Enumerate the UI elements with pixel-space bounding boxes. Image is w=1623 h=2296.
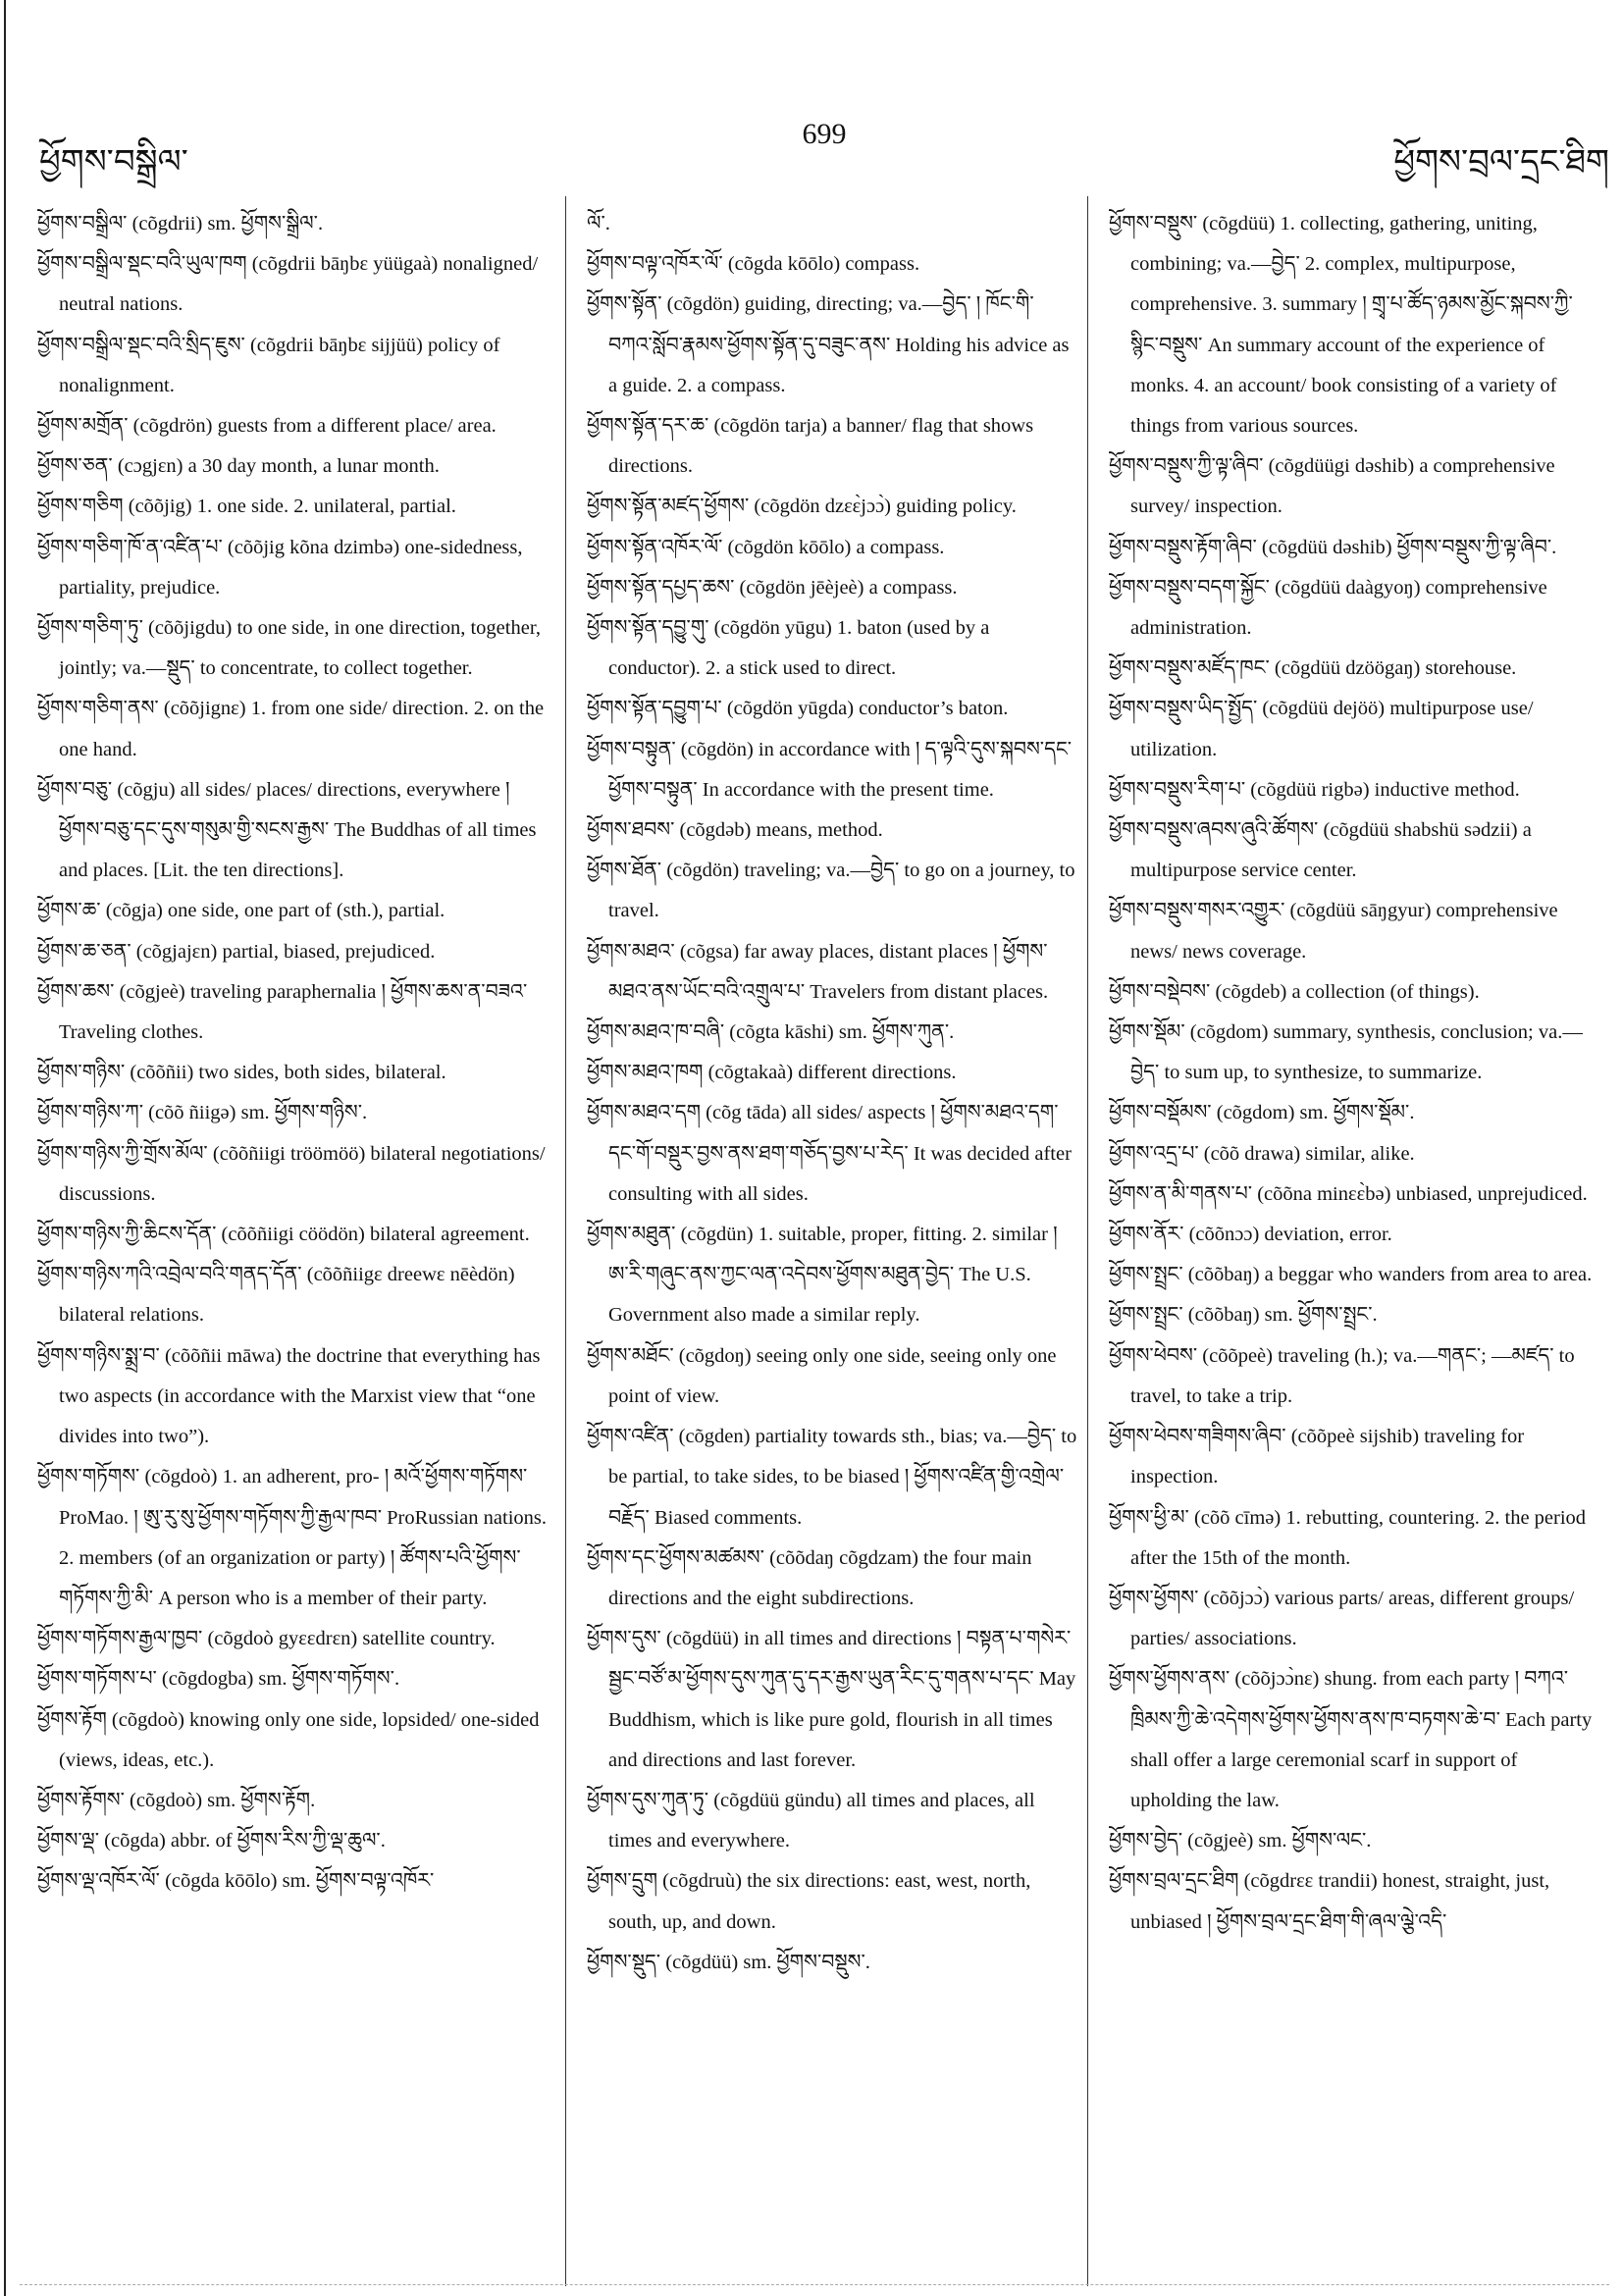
- dictionary-entry: ཕྱོགས་བསྡུས་རྟོག་ཞིབ་ (cõgdüü dəshib) ཕྱོགས་བསྡུས་ཀྱི་ལྟ་ཞིབ་.: [1109, 536, 1557, 558]
- dictionary-entry: ཕྱོགས་དུས་ཀུན་ཏུ་ (cõgdüü gündu) all times and places, all times and everywhere.: [587, 1789, 1035, 1852]
- dictionary-entry: ཕྱོགས་དུས་ (cõgdüü) in all times and directions ། བསྟན་པ་གསེར་སྦྱང་བཙོ་མ་ཕྱོགས་དུས་ཀུན་དུ་དར་རྒྱས་ཡུན་རིང་དུ་གནས་པ་དང་ May Buddhism, which is like pure gold, flourish in all times and directions and last forever.: [587, 1628, 1076, 1771]
- dictionary-entry: ཕྱོགས་གཏོགས་ (cõgdoò) 1. an adherent, pro- ། མའོ་ཕྱོགས་གཏོགས་ ProMao. ། ཨུ་རུ་སུ་ཕྱོགས་གཏོགས་ཀྱི་རྒྱལ་ཁབ་ ProRussian nations. 2. members (of an organization or party) ། ཚོགས་པའི་ཕྱོགས་གཏོགས་ཀྱི་མི་ A person who is a member of their party.: [37, 1466, 548, 1609]
- dictionary-entry: ཕྱོགས་འཛིན་ (cõgden) partiality towards sth., bias; va.—བྱེད་ to be partial, to take sides, to be biased ། ཕྱོགས་འཛིན་གྱི་འགྲེལ་བརྗོད་ Biased comments.: [587, 1426, 1077, 1529]
- dictionary-entry: ཕྱོགས་གཉིས་ཀའི་འབྲེལ་བའི་གནད་དོན་ (cõõñiigɛ dreewɛ nēèdön) bilateral relations.: [37, 1264, 515, 1327]
- dictionary-entry: ཕྱོགས་ཆ་ཅན་ (cõgjajɛn) partial, biased, prejudiced.: [37, 940, 436, 963]
- dictionary-column-3: [1109, 204, 1599, 2274]
- dictionary-entry: ཕྱོགས་མཐའ་ཁ་བཞི་ (cõgta kāshi) sm. ཕྱོགས་ཀུན་.: [587, 1021, 955, 1044]
- dictionary-entry: ཕྱོགས་བསྡུས་བདག་སྐྱོང་ (cõgdüü daàgyoŋ) comprehensive administration.: [1109, 576, 1547, 640]
- column-divider-1: [565, 196, 566, 2286]
- dictionary-entry: ཕྱོགས་སྡུད་ (cõgdüü) sm. ཕྱོགས་བསྡུས་.: [587, 1951, 870, 1973]
- dictionary-entry: ཕྱོགས་མཐོང་ (cõgdoŋ) seeing only one side, seeing only one point of view.: [587, 1344, 1057, 1407]
- dictionary-entry: ཕྱོགས་བསྒྲིལ་ (cõgdrii) sm. ཕྱོགས་སྒྲིལ་.: [37, 213, 324, 235]
- dictionary-entry: ཕྱོགས་ཐོན་ (cõgdön) traveling; va.—བྱེད་ to go on a journey, to travel.: [587, 860, 1075, 922]
- dictionary-entry: ཕྱོགས་ལྡ་འཁོར་ལོ་ (cõgda kōōlo) sm. ཕྱོགས་བལྟ་འཁོར་: [37, 1870, 435, 1893]
- page-number: 699: [802, 118, 847, 150]
- dictionary-entry: ཕྱོགས་སྤྲང་ (cõõbaŋ) sm. ཕྱོགས་སྤྲང་.: [1109, 1304, 1378, 1327]
- dictionary-entry: ཕྱོགས་སྡོམ་ (cõgdom) summary, synthesis, conclusion; va.—བྱེད་ to sum up, to synthesize, to summarize.: [1109, 1021, 1583, 1084]
- dictionary-entry: ཕྱོགས་བསྡུས་གསར་འགྱུར་ (cõgdüü sāŋgyur) comprehensive news/ news coverage.: [1109, 900, 1558, 963]
- page-header: [39, 118, 1609, 182]
- dictionary-entry: ཕྱོགས་བསྡུས་ཞབས་ཞུའི་ཚོགས་ (cõgdüü shabshü sədzii) a multipurpose service center.: [1109, 819, 1532, 882]
- dictionary-entry: ཕྱོགས་མཐུན་ (cõgdün) 1. suitable, proper, fitting. 2. similar ། ཨ་རི་གཞུང་ནས་ཀྱང་ལན་འདེབས་ཕྱོགས་མཐུན་བྱེད་ The U.S. Government also made a similar reply.: [587, 1224, 1058, 1327]
- dictionary-entry: ཕྱོགས་ཆ་ (cõgja) one side, one part of (sth.), partial.: [37, 900, 445, 922]
- dictionary-entry: ཕྱོགས་བསྡུས་མཛོད་ཁང་ (cõgdüü dzöögaŋ) storehouse.: [1109, 657, 1517, 680]
- dictionary-entry: ཕྱོགས་སྟོན་དར་ཆ་ (cõgdön tarja) a banner/ flag that shows directions.: [587, 415, 1034, 478]
- dictionary-entry: ཕྱོགས་དྲུག (cõgdruù) the six directions: east, west, north, south, up, and down.: [587, 1870, 1031, 1933]
- dictionary-entry: ཕྱོགས་གཉིས་ (cõõñii) two sides, both sides, bilateral.: [37, 1062, 446, 1084]
- dictionary-entry: ཕྱོགས་ཐབས་ (cõgdəb) means, method.: [587, 819, 883, 842]
- dictionary-entry: ཕྱོགས་གཏོགས་པ་ (cõgdogba) sm. ཕྱོགས་གཏོགས་.: [37, 1668, 400, 1691]
- dictionary-entry: ཕྱོགས་བསྒྲིལ་སྡང་བའི་ཡུལ་ཁག (cõgdrii bāŋbɛ yüügaà) nonaligned/ neutral nations.: [37, 253, 539, 316]
- dictionary-entry: ཕྱོགས་སྟོན་མཛད་ཕྱོགས་ (cõgdön dzɛɛ̀jɔɔ̀) guiding policy.: [587, 496, 1017, 518]
- dictionary-entry: ཕྱོགས་འདྲ་པ་ (cõõ drawa) similar, alike.: [1109, 1142, 1415, 1165]
- dictionary-entry: ཕྱོགས་བསྡུས་རིག་པ་ (cõgdüü rigbə) inductive method.: [1109, 778, 1520, 801]
- dictionary-entry: ཕྱོགས་བསྡུས་ཡིད་སྤྱོད་ (cõgdüü dejöö) multipurpose use/ utilization.: [1109, 698, 1534, 760]
- dictionary-entry: ཕྱོགས་གཅིག་ཁོ་ན་འཛིན་པ་ (cõõjig kõna dzimbə) one-sidedness, partiality, prejudice.: [37, 536, 523, 599]
- dictionary-entry: ཕྱོགས་མཐའ་ (cõgsa) far away places, distant places ། ཕྱོགས་མཐའ་ནས་ཡོང་བའི་འགྲུལ་པ་ Travelers from distant places.: [587, 940, 1049, 1003]
- dictionary-entry: ཕྱོགས་སྟོན་དབྱུག་པ་ (cõgdön yūgda) conductor’s baton.: [587, 698, 1009, 720]
- dictionary-entry: ཕྱོགས་ནོར་ (cõõnɔɔ) deviation, error.: [1109, 1224, 1392, 1246]
- dictionary-entry: ཕྱོགས་གཅིག (cõõjig) 1. one side. 2. unilateral, partial.: [37, 496, 456, 518]
- dictionary-entry: ཕྱོགས་བྱེད་ (cõgjeè) sm. ཕྱོགས་ལང་.: [1109, 1830, 1372, 1852]
- dictionary-entry: ཕྱོགས་གཅིག་ནས་ (cõõjignɛ) 1. from one side/ direction. 2. on the one hand.: [37, 698, 545, 760]
- dictionary-entry: ཕྱོགས་རྟོགས་ (cõgdoò) sm. ཕྱོགས་རྟོག.: [37, 1789, 316, 1811]
- dictionary-entry: ཕྱོགས་གཉིས་སྨྲ་བ་ (cõõñii māwa) the doctrine that everything has two aspects (in accordance with the Marxist view that “one divides into two”).: [37, 1344, 541, 1448]
- dictionary-entry: ཕྱོགས་གཅིག་ཏུ་ (cõõjigdu) to one side, in one direction, together, jointly; va.—སྡུད་ to concentrate, to collect together.: [37, 617, 541, 680]
- dictionary-entry: ཕྱོགས་བྲལ་དྲང་ཐིག (cõgdrɛɛ trandii) honest, straight, just, unbiased ། ཕྱོགས་བྲལ་དྲང་ཐིག་གི་ཞལ་ལྕེ་འདི་: [1109, 1870, 1550, 1933]
- dictionary-entry: ཕྱོགས་མཐའ་དག (cõg tāda) all sides/ aspects ། ཕྱོགས་མཐའ་དག་དང་གོ་བསྡུར་བྱས་ནས་ཐག་གཅོད་བྱས་པ་རེད་ It was decided after consulting with all sides.: [587, 1102, 1072, 1205]
- dictionary-entry: ཕྱོགས་སྤྲང་ (cõõbaŋ) a beggar who wanders from area to area.: [1109, 1264, 1593, 1286]
- dictionary-entry: ཕྱོགས་གཉིས་ཀྱི་ཆིངས་དོན་ (cõõñiigi cöödön) bilateral agreement.: [37, 1224, 530, 1246]
- column-divider-2: [1087, 196, 1088, 2286]
- dictionary-entry: ཕྱོགས་ཕེབས་ (cõõpeè) traveling (h.); va.—གནང་; —མཛད་ to travel, to take a trip.: [1109, 1344, 1575, 1407]
- dictionary-entry: ཕྱོགས་བསྒྲིལ་སྡང་བའི་སྲིད་ཇུས་ (cõgdrii bāŋbɛ sijjüü) policy of nonalignment.: [37, 334, 500, 396]
- dictionary-column-2: [587, 204, 1077, 2274]
- dictionary-entry: ཕྱོགས་བལྟ་འཁོར་ལོ་ (cõgda kōōlo) compass.: [587, 253, 920, 276]
- dictionary-entry: ཕྱོགས་ལྡ་ (cõgda) abbr. of ཕྱོགས་རིས་ཀྱི་ལྡ་ཆུལ་.: [37, 1830, 386, 1852]
- dictionary-entry: ལོ་.: [587, 213, 610, 235]
- dictionary-entry: ཕྱོགས་སྟོན་དབྱུ་གུ་ (cõgdön yūgu) 1. baton (used by a conductor). 2. a stick used to direct.: [587, 617, 990, 680]
- right-guide-word: ཕྱོགས་བྲལ་དྲང་ཐིག: [1393, 142, 1609, 182]
- bottom-edge: [20, 2284, 1609, 2286]
- dictionary-entry: ཕྱོགས་ན་མི་གནས་པ་ (cõõna minɛɛ̀bə) unbiased, unprejudiced.: [1109, 1182, 1588, 1205]
- dictionary-entry: ཕྱོགས་ཕྱོགས་ (cõõjɔɔ̀) various parts/ areas, different groups/ parties/ associations.: [1109, 1587, 1575, 1650]
- dictionary-entry: ཕྱོགས་མཐའ་ཁག (cõgtakaà) different directions.: [587, 1062, 957, 1084]
- dictionary-entry: ཕྱོགས་བསྡུས་ཀྱི་ལྟ་ཞིབ་ (cõgdüügi dəshib) a comprehensive survey/ inspection.: [1109, 455, 1555, 518]
- dictionary-entry: ཕྱོགས་བསྡུས་ (cõgdüü) 1. collecting, gathering, uniting, combining; va.—བྱེད་ 2. complex, multipurpose, comprehensive. 3. summary ། གྲྭ་པ་ཚོད་ཉམས་མྱོང་སྐབས་ཀྱི་སྙིང་བསྡུས་ An summary account of the experience of monks. 4. an account/ book consisting of a variety of things from various sources.: [1109, 213, 1573, 438]
- left-guide-word: ཕྱོགས་བསྒྲིལ་: [39, 142, 188, 182]
- dictionary-entry: ཕྱོགས་གཏོགས་རྒྱལ་ཁྱབ་ (cõgdoò gyɛɛdrɛn) satellite country.: [37, 1628, 496, 1650]
- page-left-edge: [4, 0, 6, 2296]
- dictionary-entry: ཕྱོགས་སྟོན་དཔྱད་ཆས་ (cõgdön jēèjeè) a compass.: [587, 576, 958, 599]
- dictionary-column-1: [37, 204, 548, 2274]
- dictionary-entry: ཕྱོགས་གཉིས་ཀྱི་གྲོས་མོལ་ (cõõñiigi tröömöö) bilateral negotiations/ discussions.: [37, 1142, 546, 1205]
- dictionary-entry: ཕྱོགས་ཕྱི་མ་ (cõõ cīmə) 1. rebutting, countering. 2. the period after the 15th of the month.: [1109, 1506, 1587, 1569]
- dictionary-entry: ཕྱོགས་ཕྱོགས་ནས་ (cõõjɔɔ̀nɛ) shung. from each party ། བཀའ་ཁྲིམས་ཀྱི་ཆེ་འདེགས་ཕྱོགས་ཕྱོགས་ནས་ཁ་བཏགས་ཆེ་བ་ Each party shall offer a large ceremonial scarf in support of upholding the law.: [1109, 1668, 1593, 1811]
- dictionary-entry: ཕྱོགས་བསྡོམས་ (cõgdom) sm. ཕྱོགས་སྡོམ་.: [1109, 1102, 1415, 1124]
- dictionary-entry: ཕྱོགས་བཅུ་ (cõgju) all sides/ places/ directions, everywhere ། ཕྱོགས་བཅུ་དང་དུས་གསུམ་གྱི་སངས་རྒྱས་ The Buddhas of all times and places. [Lit. the ten directions].: [37, 778, 537, 882]
- dictionary-entry: ཕྱོགས་རྟོག (cõgdoò) knowing only one side, lopsided/ one-sided (views, ideas, etc.).: [37, 1708, 540, 1771]
- dictionary-entry: ཕྱོགས་ཅན་ (cɔgjɛn) a 30 day month, a lunar month.: [37, 455, 440, 478]
- dictionary-entry: ཕྱོགས་བསྟུན་ (cõgdön) in accordance with ། ད་ལྟའི་དུས་སྐབས་དང་ཕྱོགས་བསྟུན་ In accordance with the present time.: [587, 738, 1073, 801]
- dictionary-entry: ཕྱོགས་ཆས་ (cõgjeè) traveling paraphernalia ། ཕྱོགས་ཆས་ན་བཟའ་ Traveling clothes.: [37, 980, 528, 1044]
- dictionary-entry: ཕྱོགས་གཉིས་ཀ་ (cõõ ñiigə) sm. ཕྱོགས་གཉིས་.: [37, 1102, 368, 1124]
- dictionary-entry: ཕྱོགས་བསྡེབས་ (cõgdeb) a collection (of things).: [1109, 980, 1480, 1003]
- dictionary-entry: ཕྱོགས་དང་ཕྱོགས་མཚམས་ (cõõdaŋ cõgdzam) the four main directions and the eight subdirections.: [587, 1546, 1032, 1609]
- dictionary-entry: ཕྱོགས་སྟོན་ (cõgdön) guiding, directing; va.—བྱེད་ ། ཁོང་གི་བཀའ་སློབ་རྣམས་ཕྱོགས་སྟོན་དུ་བཟུང་ནས་ Holding his advice as a guide. 2. a compass.: [587, 293, 1070, 396]
- dictionary-entry: ཕྱོགས་ཕེབས་གཟིགས་ཞིབ་ (cõõpeè sijshib) traveling for inspection.: [1109, 1426, 1525, 1488]
- dictionary-entry: ཕྱོགས་སྟོན་འཁོར་ལོ་ (cõgdön kōōlo) a compass.: [587, 536, 945, 558]
- dictionary-entry: ཕྱོགས་མགྲོན་ (cõgdrön) guests from a different place/ area.: [37, 415, 497, 438]
